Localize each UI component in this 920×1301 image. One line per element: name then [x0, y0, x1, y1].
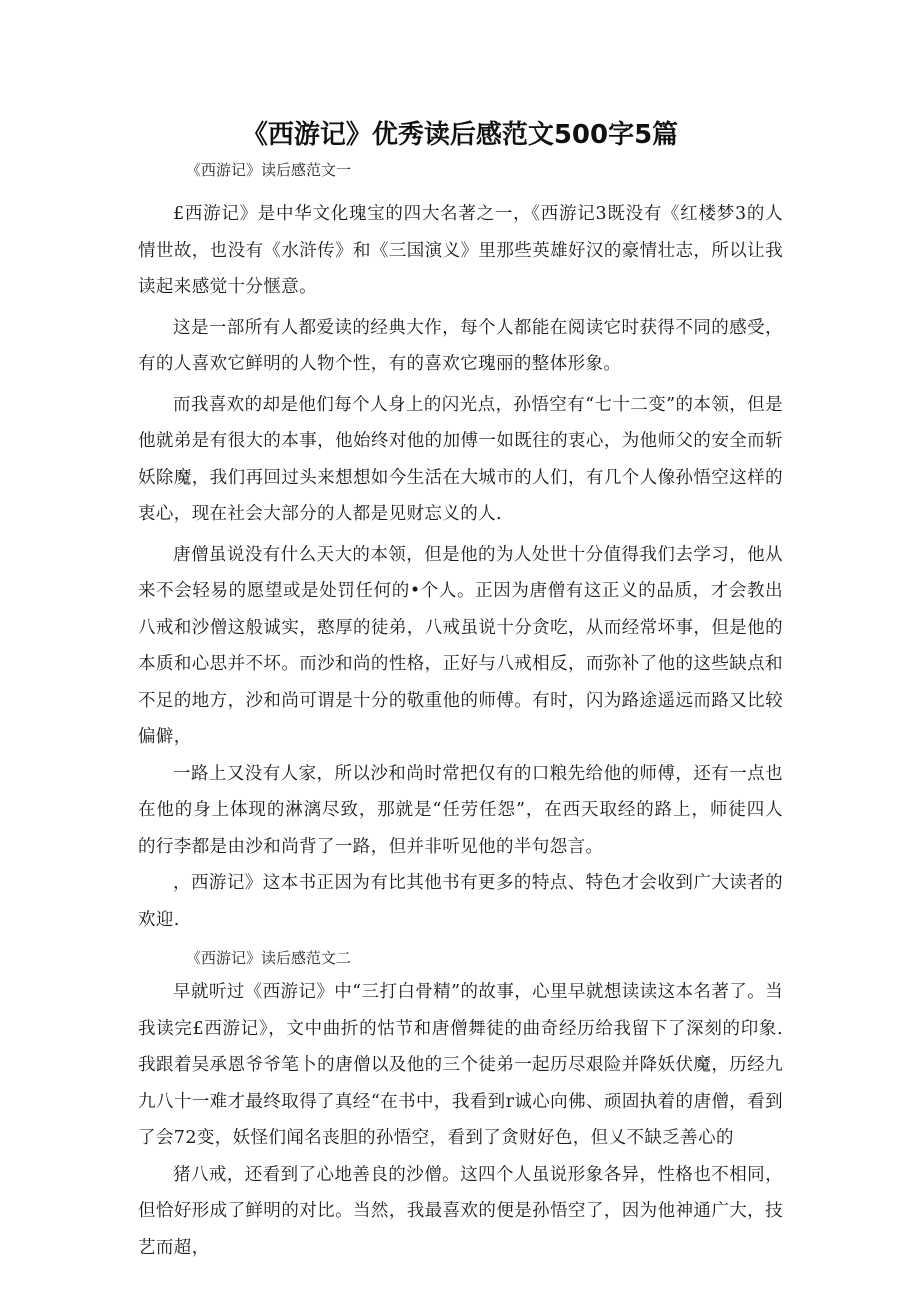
- section-heading: 《西游记》读后感范文二: [186, 949, 352, 967]
- paragraph: 早就听过《西游记》中“三打白骨精”的故事，心里早就想读读这本名著了。当我读完£西游记》，文中曲折的怙节和唐僧舞徒的曲奇经历给我留下了深刻的印象.我跟着吴承恩爷爷笔卜的唐僧以及他的三个徒弟一起历尽艰险并降妖伏魔，历经九九八十一难才最终取得了真经“在书中，我看到r诚心向佛、顽固执着的唐僧，看到了会72变，妖怪们闻名丧胆的孙悟空，看到了贪财好色，但乂不缺乏善心的: [138, 982, 783, 1148]
- paragraph: 而我喜欢的却是他们每个人身上的闪光点，孙悟空有“七十二变”的本领，但是他就弟是有很大的本事，他始终对他的加傅一如既往的衷心，为他师父的安全而斩妖除魔，我们再回过头来想想如今生活在大城市的人们，有几个人像孙悟空这样的衷心，现在社会大部分的人都是见财忘义的人.: [138, 394, 783, 524]
- paragraph: ，西游记》这本书正因为有比其他书有更多的特点、特色才会收到广大读者的欢迎.: [138, 873, 783, 930]
- section-heading: 《西游记》读后感范文一: [186, 161, 352, 179]
- document-body: [138, 160, 783, 1266]
- paragraph: 一路上又没有人家，所以沙和尚时常把仅有的口粮先给他的师傅，还有一点也在他的身上体现的淋漓尽致，那就是“任劳任怨”，在西天取经的路上，师徒四人的行李都是由沙和尚背了一路，但并非听见他的半句怨言。: [138, 763, 783, 857]
- paragraph: 唐僧虽说没有什么天大的本领，但是他的为人处世十分值得我们去学习，他从来不会轻易的愿望或是处罚任何的•个人。正因为唐僧有这正义的品质，才会教出八戒和沙僧这般诚实，憨厚的徒弟，八戒虽说十分贪吃，从而经常坏事，但是他的本质和心思并不坏。而沙和尚的性格，正好与八戒相反，而弥补了他的这些缺点和不足的地方，沙和尚可谓是十分的敬重他的师傅。有时，闪为路途遥远而路又比较偏僻，: [138, 544, 783, 747]
- paragraph: 猪八戒，还看到了心地善良的沙僧。这四个人虽说形象各异，性格也不相同，但恰好形成了鲜明的对比。当然，我最喜欢的便是孙悟空了，因为他神通广大，技艺而超，: [138, 1164, 783, 1258]
- paragraph: £西游记》是中华文化瑰宝的四大名著之一，《西游记3既没有《红楼梦3的人情世故，也没有《水浒传》和《三国演义》里那些英雄好汉的豪情壮志，所以让我读起来感觉十分惬意。: [138, 204, 783, 297]
- document-title: 《西游记》优秀读后感范文500字5篇: [241, 120, 679, 150]
- paragraph: 这是一部所有人都爱读的经典大作，每个人都能在阅读它时获得不同的感受，有的人喜欢它鲜明的人物个性，有的喜欢它瑰丽的整体形象。: [138, 317, 783, 374]
